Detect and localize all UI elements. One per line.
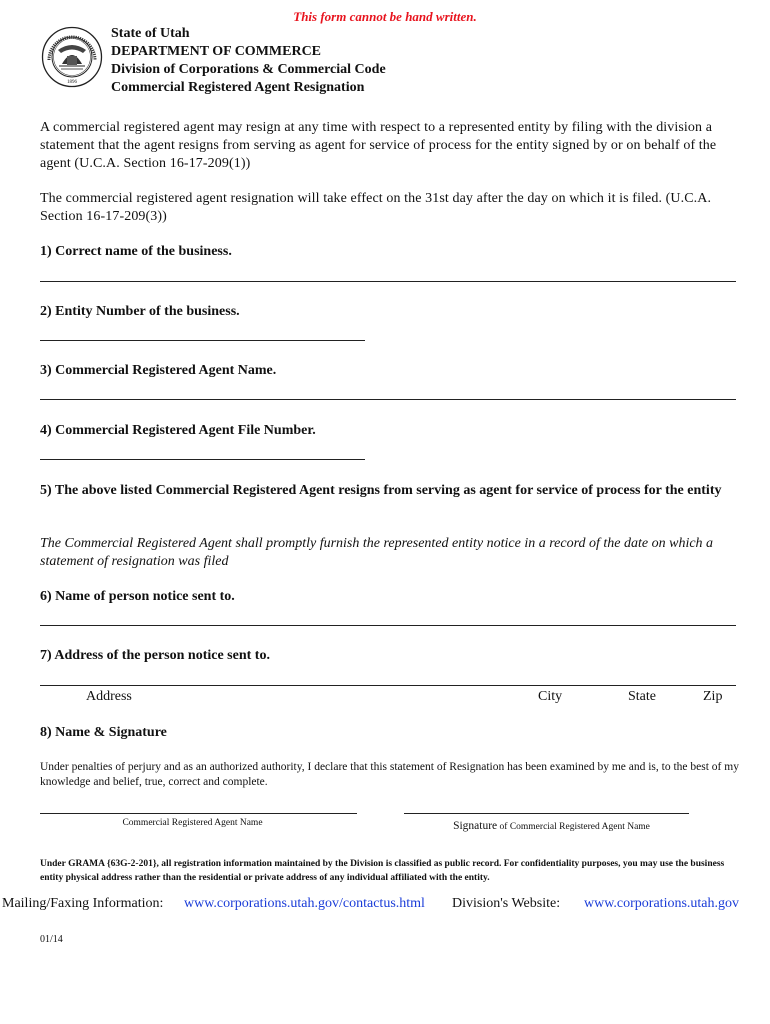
resignation-statement: 5) The above listed Commercial Registered Agent resigns from serving as agent for service of process for the entity — [40, 483, 722, 498]
question-agent-file-number: 4) Commercial Registered Agent File Number. — [40, 423, 316, 438]
question-notice-recipient: 6) Name of person notice sent to. — [40, 589, 235, 604]
question-name-signature: 8) Name & Signature — [40, 725, 167, 740]
header-division: Division of Corporations & Commercial Code — [111, 62, 386, 77]
header-form-title: Commercial Registered Agent Resignation — [111, 80, 365, 95]
resignation-note: The Commercial Registered Agent shall promptly furnish the represented entity notice in a record of the date on which a statement of resignation was filed — [40, 536, 714, 569]
state-label: State — [628, 689, 656, 704]
grama-notice: Under GRAMA {63G-2-201}, all registration information maintained by the Division is classified as public record. For confidentiality purposes, you may use the business entity physical address rather than the residential or private address of any individual affiliated with the entity. — [40, 859, 725, 883]
zip-label: Zip — [703, 689, 723, 704]
intro-paragraph-2: The commercial registered agent resignation will take effect on the 31st day after the day on which it is filed. (U.C.A. Section 16-17-209(3)) — [40, 191, 712, 224]
question-notice-address: 7) Address of the person notice sent to. — [40, 648, 270, 663]
header-department: DEPARTMENT OF COMMERCE — [111, 44, 322, 59]
mailing-label: Mailing/Faxing Information: — [2, 896, 164, 911]
signature-caption-suffix: of Commercial Registered Agent Name — [497, 822, 650, 832]
business-name-field[interactable] — [40, 281, 736, 282]
signature-field[interactable] — [404, 813, 689, 814]
hand-written-notice: This form cannot be hand written. — [293, 9, 477, 24]
notice-recipient-field[interactable] — [40, 625, 736, 626]
utah-state-seal — [41, 26, 103, 88]
website-label: Division's Website: — [452, 896, 561, 911]
agent-file-number-field[interactable] — [40, 459, 365, 460]
intro-paragraph-1: A commercial registered agent may resign at any time with respect to a represented entity by filing with the division a statement that the agent resigns from serving as agent for service of process for the entity signed by or on behalf of the agent (U.C.A. Section 16-17-209(1)) — [40, 120, 717, 171]
question-entity-number: 2) Entity Number of the business. — [40, 304, 240, 319]
agent-name-field[interactable] — [40, 399, 736, 400]
city-label: City — [538, 689, 563, 704]
agent-name-caption: Commercial Registered Agent Name — [122, 818, 263, 828]
contact-us-link[interactable]: www.corporations.utah.gov/contactus.html — [184, 896, 425, 911]
notice-address-field[interactable] — [40, 685, 736, 686]
perjury-declaration: Under penalties of perjury and as an authorized authority, I declare that this statement of Resignation has been examined by me and is, to the best of my knowledge and belief, true, correct and complete. — [40, 761, 739, 788]
question-business-name: 1) Correct name of the business. — [40, 244, 232, 259]
entity-number-field[interactable] — [40, 340, 365, 341]
signature-caption-prefix: Signature — [453, 820, 498, 832]
division-website-link[interactable]: www.corporations.utah.gov — [584, 896, 740, 911]
header-state: State of Utah — [111, 26, 190, 41]
signature-caption — [404, 816, 699, 834]
agent-name-signature-field[interactable] — [40, 813, 357, 814]
address-label: Address — [86, 689, 132, 704]
form-revision-date: 01/14 — [40, 934, 63, 945]
svg-text:1896: 1896 — [67, 80, 77, 85]
question-agent-name: 3) Commercial Registered Agent Name. — [40, 363, 277, 378]
